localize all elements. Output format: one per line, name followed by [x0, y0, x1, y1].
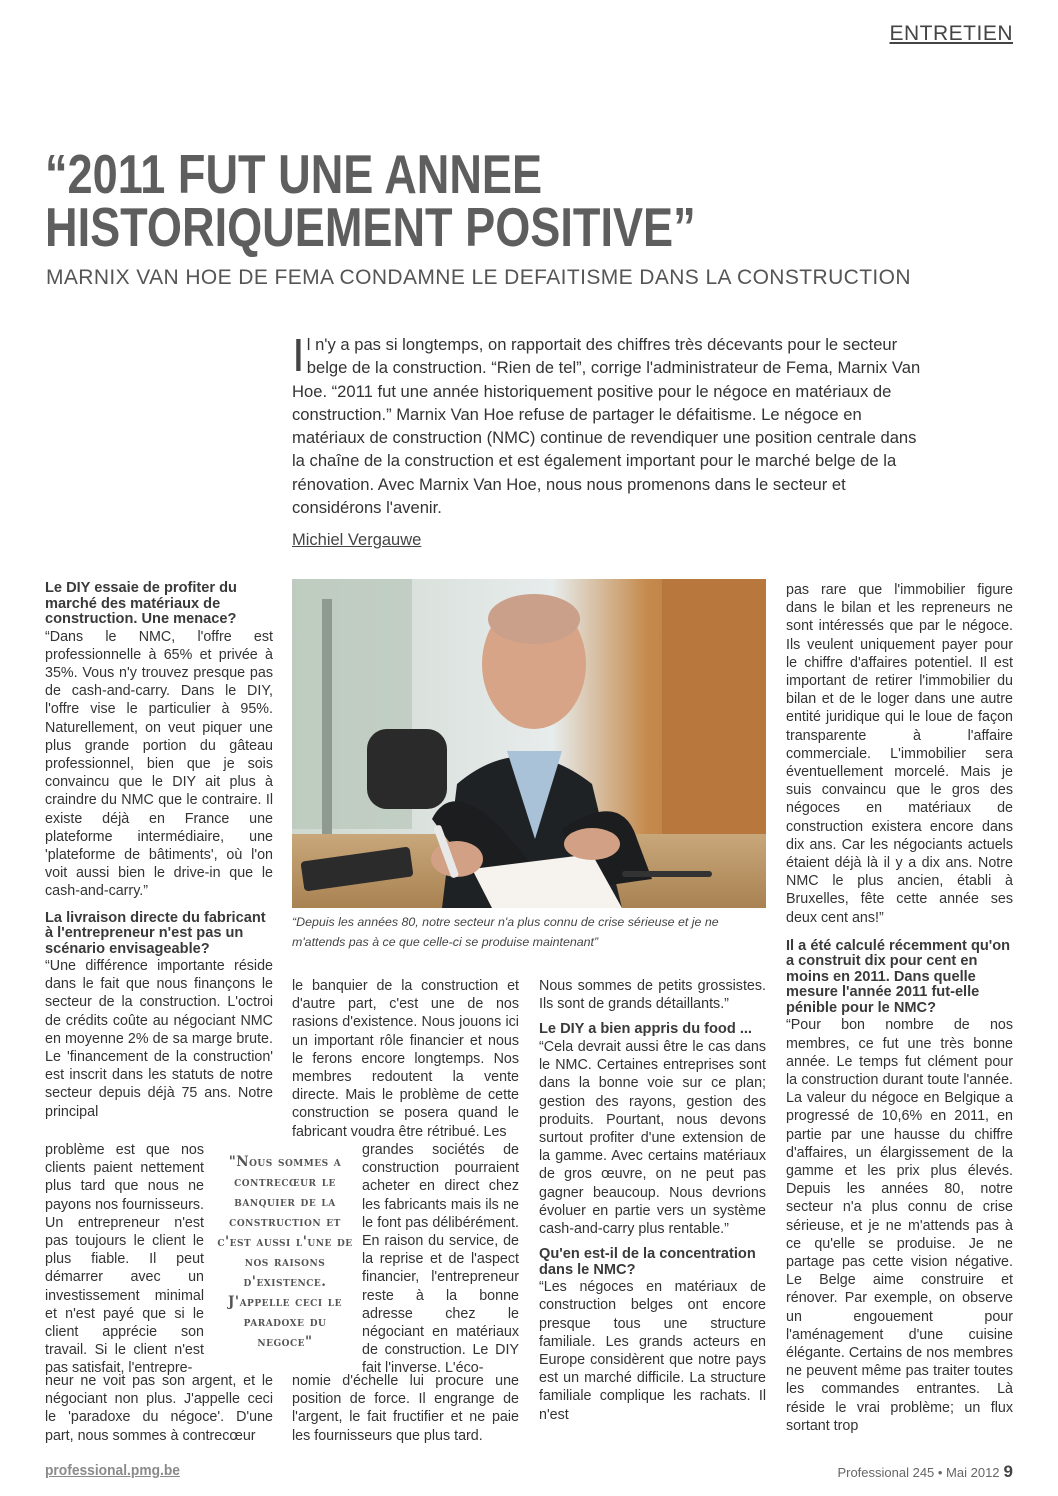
photo-caption: “Depuis les années 80, notre secteur n'a plus connu de crise sérieuse et je ne m'attends pas à ce que celle-ci se produise maintenant”: [292, 915, 719, 949]
answer-paragraph: “Une différence importante réside dans le fait que nous finançons le secteur de la construction. L'octroi de crédits coûte au négociant NMC en moyenne 2% de sa marge brute. Le 'financement de la construction' est inscrit dans les statuts de notre secteur depuis déjà 75 ans. Notre principal: [45, 958, 273, 1120]
column-3: [539, 977, 766, 1424]
issue-info: [837, 1462, 1013, 1482]
answer-paragraph: “Pour bon nombre de nos membres, ce fut une très bonne année. Le temps fut clément pour la construction durant toute l'année. La valeur du négoce en Belgique a progressé de 10,6% en 2011, en partie par une hausse du chiffre d'affaires, un élargissement de la gamme et les prix plus élevés. Depuis les années 80, notre secteur n'a plus connu de crise sérieuse, et je ne m'attends pas à ce qu'elle se produise. Je ne partage pas cette vision négative. Le Belge aime construire et rénover. Par exemple, on observe un engouement pour l'aménagement d'une cuisine élégante. Certains de nos membres ne peuvent même pas traiter toutes les commandes entrantes. Là réside le vrai problème; un flux sortant trop: [786, 1017, 1013, 1434]
intro-paragraph: [292, 329, 928, 519]
answer-paragraph: neur ne voit pas son argent, et le négociant non plus. J'appelle ceci le 'paradoxe du négoce'. D'une part, nous sommes à contrecœur: [45, 1373, 273, 1444]
column-2-top: [292, 977, 519, 1141]
answer-paragraph: Nous sommes de petits grossistes. Ils sont de grands détaillants.”: [539, 978, 766, 1013]
issue-label: Professional 245 • Mai 2012: [837, 1465, 1000, 1480]
question-heading: La livraison directe du fabricant à l'entrepreneur n'est pas un scénario envisageable?: [45, 909, 266, 957]
column-4: [786, 581, 1013, 1435]
question-heading: Il a été calculé récemment qu'on a construit dix pour cent en moins en 2011. Dans quelle mesure l'année 2011 fut-elle pénible pour le NMC?: [786, 937, 1011, 1016]
title-line-1: “2011 FUT UNE ANNEE: [45, 143, 543, 205]
page-number: 9: [1003, 1462, 1013, 1481]
column-1-wrap: [45, 1141, 204, 1378]
column-2-wrap: [362, 1141, 519, 1378]
subtitle: MARNIX VAN HOE DE FEMA CONDAMNE LE DEFAITISME DANS LA CONSTRUCTION: [46, 266, 911, 289]
pull-quote: "Nous sommes a contrecœur le banquier de la construction et c'est aussi l'une de nos raisons d'existence. J'appelle ceci le paradoxe du negoce": [217, 1154, 353, 1350]
question-heading: Qu'en est-il de la concentration dans le NMC?: [539, 1246, 756, 1278]
column-2-bottom: [292, 1372, 519, 1445]
answer-paragraph: “Dans le NMC, l'offre est professionnelle à 65% et privée à 35%. Vous n'y trouvez presque pas de cash-and-carry. Dans le DIY, l'offre vise le particulier à 95%. Naturellement, on veut piquer une plus grande portion du gâteau professionnel, bien que je sois convaincu que le DIY ait plus à craindre du NMC que le contraire. Il existe déjà en France une plateforme intermédiaire, une 'plateforme de bâtiments', où l'on voit aussi bien le drive-in que le cash-and-carry.”: [45, 628, 273, 900]
question-heading: Le DIY essaie de profiter du marché des matériaux de construction. Une menace?: [45, 580, 237, 627]
answer-paragraph: nomie d'échelle lui procure une position de force. Il engrange de l'argent, le fait fructifier et ne paie les fournisseurs que plus tard.: [292, 1373, 519, 1444]
author-byline: Michiel Vergauwe: [292, 531, 422, 549]
answer-paragraph: grandes sociétés de construction pourraient acheter en direct chez les fabricants mais ils ne le font pas délibérément. En raison du service, de la reprise et de l'aspect financier, l'entrepreneur reste à la bonne adresse chez le négociant en matériaux de construction. Le DIY fait l'inverse. L'éco-: [362, 1142, 519, 1377]
answer-paragraph: problème est que nos clients paient nettement plus tard que nous ne payons nos fournisseurs. Un entrepreneur n'est pas toujours le client le plus fiable. Il peut démarrer avec un investissement minimal et n'est payé que si le client apprécie son travail. Si le client n'est pas satisfait, l'entrepre-: [45, 1142, 204, 1377]
drop-cap: I: [292, 329, 305, 381]
intro-text: l n'y a pas si longtemps, on rapportait des chiffres très décevants pour le secteur belge de la construction. “Rien de tel”, corrige l'administrateur de Fema, Marnix Van Hoe. “2011 fut une année historiquement positive pour le négoce en matériaux de construction.” Marnix Van Hoe refuse de partager le défaitisme. Le négoce en matériaux de construction (NMC) continue de revendiquer une position centrale dans la chaîne de la construction et est également important pour le marché belge de la rénovation. Avec Marnix Van Hoe, nous nous promenons dans le secteur et considérons l'avenir.: [292, 335, 921, 518]
question-heading: Le DIY a bien appris du food ...: [539, 1021, 752, 1038]
answer-paragraph: “Cela devrait aussi être le cas dans le NMC. Certaines entreprises sont dans la bonne voie sur ce plan; gestion des rayons, gestion des produits. Pourtant, nous devons surtout profiter d'une extension de la gamme. Avec certains matériaux de gros œuvre, on ne peut pas gagner beaucoup. Nous devrions évoluer en partie vers un système cash-and-carry plus rentable.”: [539, 1038, 766, 1237]
portrait-image: [292, 579, 766, 908]
title-line-2: HISTORIQUEMENT POSITIVE”: [45, 196, 696, 258]
section-label: ENTRETIEN: [889, 22, 1013, 45]
interview-photo: [292, 579, 766, 908]
answer-paragraph: le banquier de la construction et d'autre part, c'est une de nos rasions d'existence. Nous jouons ici un important rôle financier et nous le ferons encore longtemps. Nos membres redoutent la vente directe. Mais le problème de cette construction se posera quand le fabricant voudra être rétribué. Les: [292, 978, 519, 1140]
column-1-bottom: [45, 1372, 273, 1445]
page-title: [45, 143, 783, 258]
answer-paragraph: “Les négoces en matériaux de construction belges ont encore presque tous une structure familiale. Les grands acteurs en Europe considèrent que notre pays est un marché difficile. La structure familiale complique les rachats. Il n'est: [539, 1279, 766, 1423]
website-link[interactable]: professional.pmg.be: [45, 1462, 180, 1479]
answer-paragraph: pas rare que l'immobilier figure dans le bilan et les repreneurs ne sont intéressés que par le négoce. Ils veulent uniquement payer pour le chiffre d'affaires potentiel. Il est important de retirer l'immobilier du bilan et de le loger dans une autre entité juridique qui le loue de façon transparente à l'affaire commerciale. L'immobilier sera éventuellement morcelé. Mais je suis convaincu que le gros des négoces en matériaux de construction existera encore dans dix ans. Car les négociants actuels étaient déjà là il y a dix ans. Notre NMC le plus ancien, établi à Bruxelles, fête cette année ses deux cent ans!”: [786, 582, 1013, 926]
column-1-top: [45, 581, 273, 1121]
